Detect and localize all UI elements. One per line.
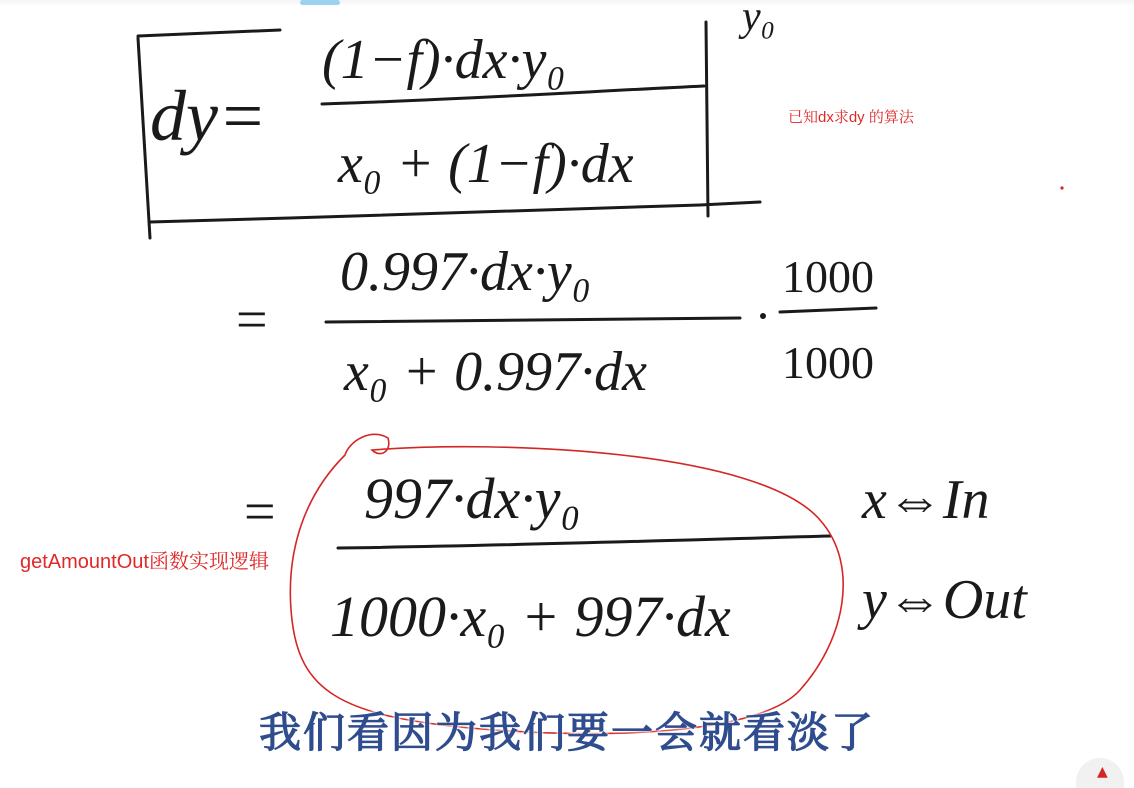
line3-fraction-bar [338,536,830,548]
dy-algorithm-note: 已知dx求dy 的算法 [788,109,914,126]
video-subtitle: 我们看因为我们要一会就看淡了 [258,708,875,757]
line3-denominator: 1000·x₀ + 997·dx [330,584,731,649]
line1-denominator: x₀ + (1−f)·dx [338,133,634,195]
line3-numerator: 997·dx·y₀ [364,466,581,531]
line2-fraction-bar [326,318,740,322]
line2-equals: = [236,289,268,351]
line2-multiply-dot [760,313,766,319]
line1-numerator: (1−f)·dx·y₀ [322,29,566,91]
mapping-x-in: x⇔In [862,469,990,531]
line2-factor-numerator: 1000 [782,251,874,302]
line2-factor-bar [780,308,876,312]
red-dot-mark [1060,186,1063,189]
line3-equals: = [244,481,276,543]
arrow-up-icon: ▲ [1097,764,1108,780]
get-amount-out-note: getAmountOut函数实现逻辑 [20,551,269,573]
line2-factor-denominator: 1000 [782,337,874,388]
dy-label: dy= [150,76,267,156]
line2-denominator: x₀ + 0.997·dx [344,341,647,403]
partial-top-right: y₀ [742,0,776,40]
line2-numerator: 0.997·dx·y₀ [340,241,592,303]
mapping-y-out: y⇔Out [862,569,1027,631]
